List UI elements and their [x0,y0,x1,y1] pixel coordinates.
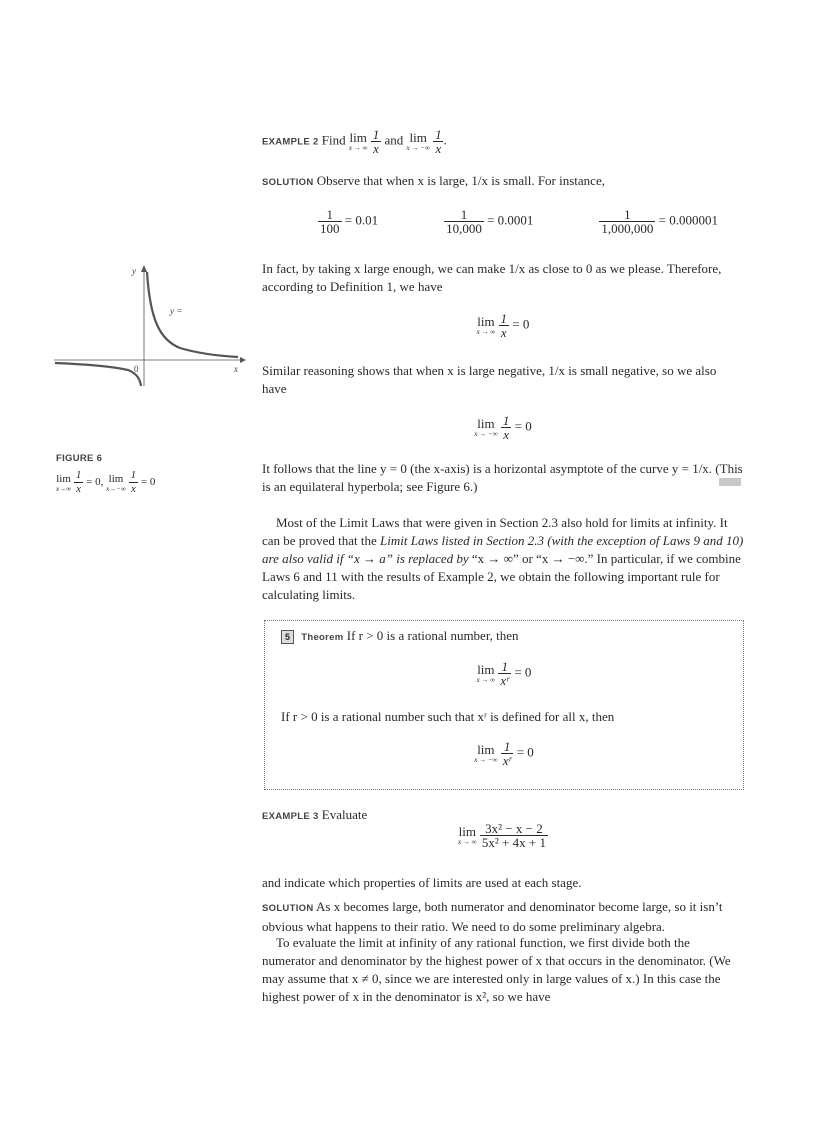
example2-label: EXAMPLE 2 [262,136,319,148]
example3-equation [262,822,744,849]
example2-frac-pos [371,128,382,155]
frac-num: 1 [130,469,137,481]
equation-lim-pos [262,312,744,339]
laws-text-italic: Limit Laws listed in Section 2.3 (with the exception of Laws 9 and 10) are also valid if “x → a” is replaced by [262,533,744,566]
frac-den: x [373,141,379,156]
frac-num: 1 [503,739,511,754]
frac-den: x [503,427,509,442]
lim-sub: x→∞ [56,484,72,493]
example2-lim-pos [348,129,368,152]
laws-text-1: Most of the Limit Laws that were given in Section 2.3 also hold for limits at infinity. It can be proved that the [262,515,728,548]
frac-num: 1 [624,207,631,222]
origin-label: 0 [134,364,139,374]
hyperbola-right-branch [147,272,238,357]
lim-text: lim [477,661,495,677]
lim-text: lim [409,129,427,145]
lim-sub: x → ∞ [458,837,477,846]
x-axis-label: x [234,364,238,374]
lim-text: lim [477,415,495,431]
para-evaluate: To evaluate the limit at infinity of any rational function, we first divide both the numerator and denominator by the highest power of x that occurs in the denominator. (We may assume that x ≠ 0, since we are interested only in large values of x.) In this case the highest power of x in the denominator is x², so we have [262,935,731,1004]
theorem-equation-1 [264,660,744,687]
frac-num: 1 [435,127,442,142]
theorem-text1: If r > 0 is a rational number, then [346,628,519,643]
solution2-text: As x becomes large, both numerator and denominator become large, so it isn’t obvious what happens to their ratio. We need to do some preliminary algebra. [262,899,723,934]
solution2-label: SOLUTION [262,903,314,914]
example3-text: Evaluate [321,807,368,822]
theorem-line [281,627,519,647]
frac-num: 1 [372,127,380,142]
y-axis-label: y [132,266,136,276]
instances-row [318,208,718,235]
caption-eq1: = 0, [86,476,104,489]
frac-den: xʳ [500,673,510,688]
frac-num: 1 [500,311,507,326]
instance-value: = 0.0001 [487,212,534,228]
figure-6-label: FIGURE 6 [56,453,103,464]
solution2-para [262,898,744,936]
lim-sub: x → ∞ [348,143,368,152]
example2-and: and [384,132,404,148]
lim-sub: x → −∞ [474,429,498,438]
frac-den: x [500,325,507,340]
x-axis-arrow [240,357,246,363]
para-similar: Similar reasoning shows that when x is large negative, 1/x is small negative, so we also have [262,363,717,396]
instance-1 [318,208,378,235]
frac-den: 100 [320,221,340,236]
solution1-text: Observe that when x is large, 1/x is small. For instance, [316,173,605,188]
end-of-example-mark [719,478,741,486]
frac-num: 1 [460,207,468,222]
theorem-equation-2 [264,740,744,767]
lim-sub: x → ∞ [476,327,496,336]
equation-lim-neg [262,414,744,441]
frac-den: x [76,483,82,495]
frac-num: 3x² − x − 2 [485,821,543,836]
para-laws [262,514,744,604]
lim-text: lim [108,472,124,485]
equation-rhs: = 0 [514,418,532,434]
para-fact: In fact, by taking x large enough, we can make 1/x as close to 0 as we please. Therefore, according to Definition 1, we have [262,261,722,294]
frac-den: xʳ [502,753,512,768]
example2-lim-neg [406,129,430,152]
lim-text: lim [477,313,495,329]
lim-text: lim [477,741,495,757]
frac-num: 1 [326,207,333,222]
instance-2 [444,208,533,235]
frac-den: 10,000 [446,221,482,236]
example2-frac-neg [433,128,444,155]
frac-num: 1 [75,469,82,481]
lim-text: lim [458,823,476,839]
example3-label: EXAMPLE 3 [262,811,319,822]
example2-find: Find [321,132,346,148]
lim-sub: x → ∞ [476,675,496,684]
equation-rhs: = 0 [514,664,532,680]
figure-6-graph [50,260,250,390]
para-follows: It follows that the line y = 0 (the x-axis) is a horizontal asymptote of the curve y = 1/x. (This is an equilateral hyperbola; see Figure 6.) [262,461,743,494]
lim-sub: x → −∞ [406,143,430,152]
figure-6-caption [56,469,155,496]
lim-sub: x→−∞ [106,484,126,493]
laws-text-3: “x → ∞” or “x → −∞.” In particular, if we combine Laws 6 and 11 with the results of Example 2, we obtain the following important rule for calculating limits. [262,551,741,602]
frac-den: 1,000,000 [601,221,654,236]
instance-value: = 0.000001 [658,212,718,228]
lim-sub: x → −∞ [474,755,498,764]
example2-line [262,128,447,155]
solution1-label: SOLUTION [262,177,314,188]
frac-num: 1 [501,659,508,674]
instance-value: = 0.01 [344,212,379,228]
frac-den: 5x² + 4x + 1 [481,835,546,850]
frac-num: 1 [502,413,510,428]
period: . [443,132,447,148]
lim-text: lim [56,472,71,485]
para-indicate: and indicate which properties of limits are used at each stage. [262,875,582,890]
frac-den: x [130,483,136,495]
equation-rhs: = 0 [516,744,534,760]
theorem-number: 5 [281,630,294,644]
curve-label: y = [170,306,183,316]
hyperbola-left-branch [55,363,141,386]
lim-text: lim [349,129,367,145]
theorem-label: Theorem [301,632,344,643]
frac-den: x [435,141,442,156]
caption-eq2: = 0 [140,476,156,489]
instance-3 [599,208,718,235]
y-axis-arrow [141,265,147,272]
equation-rhs: = 0 [512,316,530,332]
theorem-text2: If r > 0 is a rational number such that xʳ is defined for all x, then [281,709,615,724]
solution1-line [262,172,744,192]
